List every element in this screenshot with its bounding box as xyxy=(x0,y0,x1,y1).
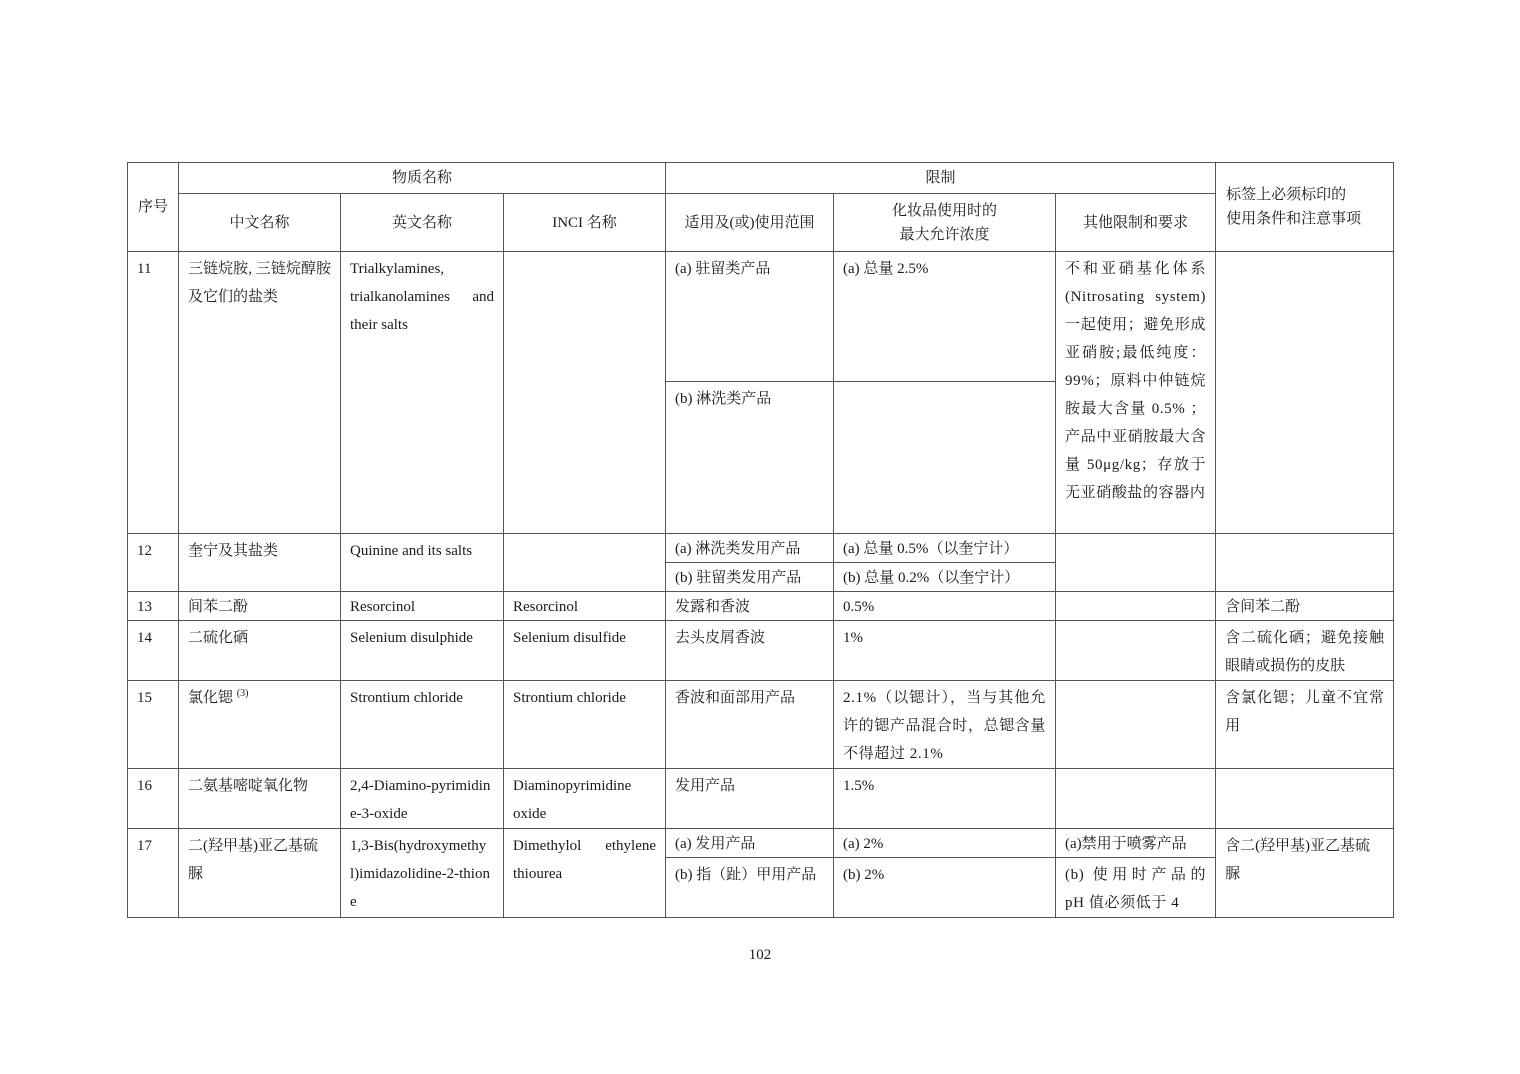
cell-label: 含间苯二酚 xyxy=(1216,592,1394,621)
header-max-concentration xyxy=(834,194,1056,252)
header-label-line2: 使用条件和注意事项 xyxy=(1226,211,1362,227)
table-row xyxy=(128,681,1394,769)
cell-english-name: 2,4-Diamino-pyrimidine-3-oxide xyxy=(341,769,504,829)
table-row xyxy=(128,534,1394,563)
cell-scope: 发用产品 xyxy=(666,769,834,829)
cell-scope-b: (b) 驻留类发用产品 xyxy=(666,563,834,592)
cell-inci-name: Diaminopyrimidine oxide xyxy=(504,769,666,829)
header-scope: 适用及(或)使用范围 xyxy=(666,194,834,252)
cell-english-name: Resorcinol xyxy=(341,592,504,621)
cell-max: 0.5% xyxy=(834,592,1056,621)
cell-no: 17 xyxy=(128,829,179,918)
cell-label xyxy=(1216,769,1394,829)
cell-chinese-name: 二氨基嘧啶氧化物 xyxy=(179,769,341,829)
table-row xyxy=(128,252,1394,382)
cell-scope-a: (a) 发用产品 xyxy=(666,829,834,858)
cell-inci-name xyxy=(504,534,666,592)
cell-scope-a: (a) 淋洗类发用产品 xyxy=(666,534,834,563)
cell-english-name: Quinine and its salts xyxy=(341,534,504,592)
header-max-line1: 化妆品使用时的 xyxy=(892,202,998,219)
cell-max-a: (a) 总量 0.5%（以奎宁计） xyxy=(834,534,1056,563)
header-substance-name: 物质名称 xyxy=(179,163,666,194)
cell-label xyxy=(1216,534,1394,592)
cell-no: 13 xyxy=(128,592,179,621)
cell-chinese-name: 间苯二酚 xyxy=(179,592,341,621)
cell-english-name: 1,3-Bis(hydroxymethyl)imidazolidine-2-thione xyxy=(341,829,504,918)
cell-english-name: Trialkylamines, trialkanolamines and their salts xyxy=(341,252,504,534)
cell-chinese-name: 奎宁及其盐类 xyxy=(179,534,341,592)
cell-other-limits-b: (b) 使用时产品的 pH 值必须低于 4 xyxy=(1056,858,1216,918)
header-inci-name: INCI 名称 xyxy=(504,194,666,252)
cell-scope: 去头皮屑香波 xyxy=(666,621,834,681)
cell-chinese-name-text: 氯化锶 xyxy=(188,690,234,706)
cell-chinese-name xyxy=(179,681,341,769)
table-row xyxy=(128,769,1394,829)
header-seq: 序号 xyxy=(128,163,179,252)
cell-english-name: Strontium chloride xyxy=(341,681,504,769)
cell-other-limits-a: (a)禁用于喷雾产品 xyxy=(1056,829,1216,858)
cell-scope-a: (a) 驻留类产品 xyxy=(666,252,834,382)
cell-other-limits: 不和亚硝基化体系(Nitrosating system)一起使用；避免形成亚硝胺;最低纯度：99%；原料中仲链烷胺最大含量 0.5% ；产品中亚硝胺最大含量 50μg/kg；存放于无亚硝酸盐的容器内 xyxy=(1056,252,1216,534)
table-row xyxy=(128,592,1394,621)
cell-no: 15 xyxy=(128,681,179,769)
cell-max: 1% xyxy=(834,621,1056,681)
cell-inci-name: Dimethylol ethylene thiourea xyxy=(504,829,666,918)
cell-other-limits xyxy=(1056,621,1216,681)
cell-other-limits xyxy=(1056,534,1216,592)
cell-scope: 香波和面部用产品 xyxy=(666,681,834,769)
cell-label xyxy=(1216,252,1394,534)
cell-scope-b: (b) 淋洗类产品 xyxy=(666,382,834,534)
cell-inci-name: Resorcinol xyxy=(504,592,666,621)
cell-no: 12 xyxy=(128,534,179,592)
cell-other-limits xyxy=(1056,681,1216,769)
cell-scope: 发露和香波 xyxy=(666,592,834,621)
cell-inci-name xyxy=(504,252,666,534)
cell-max: 2.1%（以锶计），当与其他允许的锶产品混合时，总锶含量不得超过 2.1% xyxy=(834,681,1056,769)
header-label-line1: 标签上必须标印的 xyxy=(1226,187,1347,203)
cell-english-name: Selenium disulphide xyxy=(341,621,504,681)
cell-other-limits xyxy=(1056,769,1216,829)
cell-no: 14 xyxy=(128,621,179,681)
header-limits: 限制 xyxy=(666,163,1216,194)
cell-max-a: (a) 2% xyxy=(834,829,1056,858)
header-other-limits: 其他限制和要求 xyxy=(1056,194,1216,252)
cell-label: 含氯化锶；儿童不宜常用 xyxy=(1216,681,1394,769)
cell-chinese-name: 二(羟甲基)亚乙基硫脲 xyxy=(179,829,341,918)
cell-max: 1.5% xyxy=(834,769,1056,829)
cell-max-b xyxy=(834,382,1056,534)
header-label-conditions xyxy=(1216,163,1394,252)
cell-max-a: (a) 总量 2.5% xyxy=(834,252,1056,382)
cell-label: 含二(羟甲基)亚乙基硫脲 xyxy=(1216,829,1394,918)
cell-chinese-name: 二硫化硒 xyxy=(179,621,341,681)
cell-inci-name: Selenium disulfide xyxy=(504,621,666,681)
header-max-line2: 最大允许浓度 xyxy=(899,226,990,243)
cell-label: 含二硫化硒；避免接触眼睛或损伤的皮肤 xyxy=(1216,621,1394,681)
header-chinese-name: 中文名称 xyxy=(179,194,341,252)
page-number: 102 xyxy=(748,947,772,963)
cell-scope-b: (b) 指（趾）甲用产品 xyxy=(666,858,834,918)
cell-no: 16 xyxy=(128,769,179,829)
cell-other-limits xyxy=(1056,592,1216,621)
cell-chinese-name: 三链烷胺, 三链烷醇胺及它们的盐类 xyxy=(179,252,341,534)
cell-max-b: (b) 2% xyxy=(834,858,1056,918)
header-english-name: 英文名称 xyxy=(341,194,504,252)
table-row xyxy=(128,829,1394,858)
regulation-table xyxy=(127,162,1394,918)
table-row xyxy=(128,621,1394,681)
cell-inci-name: Strontium chloride xyxy=(504,681,666,769)
cell-no: 11 xyxy=(128,252,179,534)
cell-max-b: (b) 总量 0.2%（以奎宁计） xyxy=(834,563,1056,592)
footnote-marker: (3) xyxy=(236,688,249,699)
